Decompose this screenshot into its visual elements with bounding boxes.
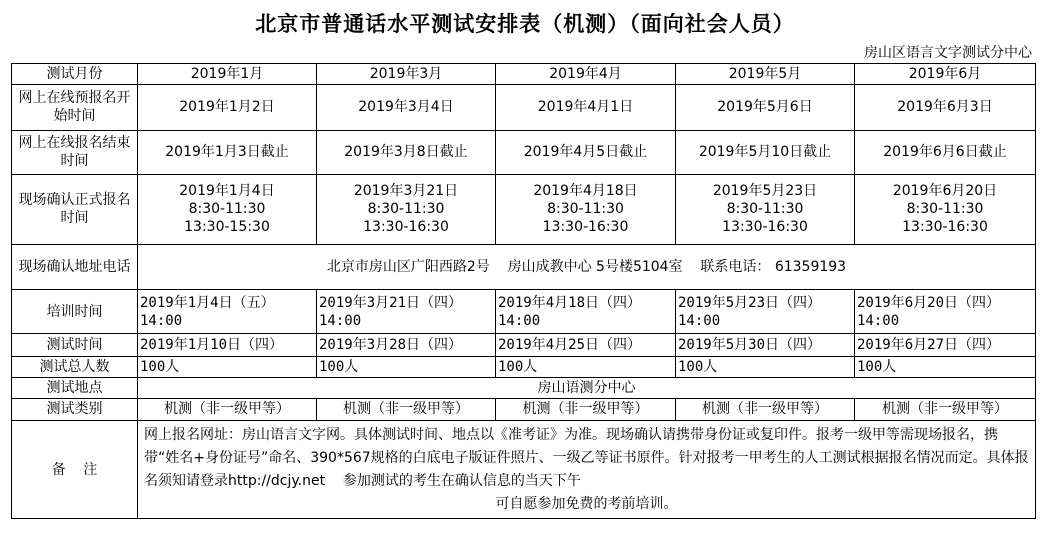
prereg-end-cell: 2019年3月8日截止	[317, 130, 496, 174]
confirm-pm: 13:30-16:30	[542, 219, 629, 236]
prereg-start-cell: 2019年5月6日	[676, 85, 855, 130]
prereg-start-cell: 2019年3月4日	[317, 85, 496, 130]
training-time: 14:00	[857, 312, 900, 329]
table-row-total	[12, 356, 1036, 377]
page-title: 北京市普通话水平测试安排表（机测）（面向社会人员）	[255, 12, 795, 36]
table-row-month	[12, 64, 1036, 85]
table-row-notes	[12, 421, 1036, 519]
prereg-end-cell: 2019年1月3日截止	[138, 130, 317, 174]
confirm-date: 2019年5月23日	[712, 183, 818, 200]
training-cell	[676, 289, 855, 333]
row-label-month: 测试月份	[12, 64, 138, 85]
confirm-am: 8:30-11:30	[367, 201, 445, 218]
training-date: 2019年6月20日（四）	[857, 294, 1001, 311]
prereg-end-cell: 2019年5月10日截止	[676, 130, 855, 174]
test-time-cell: 2019年3月28日（四）	[317, 334, 496, 356]
training-cell	[138, 289, 317, 333]
row-label-confirm: 现场确认正式报名时间	[12, 174, 138, 244]
table-row-prereg-start	[12, 85, 1036, 130]
prereg-start-cell: 2019年4月1日	[496, 85, 676, 130]
confirm-cell	[138, 174, 317, 244]
training-cell	[317, 289, 496, 333]
prereg-start-cell: 2019年1月2日	[138, 85, 317, 130]
test-time-cell: 2019年5月30日（四）	[676, 334, 855, 356]
month-cell: 2019年5月	[676, 64, 855, 85]
test-time-cell: 2019年6月27日（四）	[855, 334, 1036, 356]
table-row-place	[12, 377, 1036, 398]
training-time: 14:00	[498, 312, 541, 329]
total-cell: 100人	[138, 356, 317, 377]
confirm-am: 8:30-11:30	[906, 201, 984, 218]
type-cell: 机测（非一级甲等）	[676, 398, 855, 420]
training-time: 14:00	[678, 312, 721, 329]
type-cell: 机测（非一级甲等）	[496, 398, 676, 420]
confirm-am: 8:30-11:30	[188, 201, 266, 218]
confirm-cell	[496, 174, 676, 244]
place-cell: 房山语测分中心	[138, 377, 1036, 398]
training-date: 2019年1月4日（五）	[140, 294, 275, 311]
table-row-training	[12, 289, 1036, 333]
row-label-test-time: 测试时间	[12, 334, 138, 356]
address-cell: 北京市房山区广阳西路2号 房山成教中心 5号楼5104室 联系电话： 61359193	[138, 244, 1036, 289]
month-cell: 2019年6月	[855, 64, 1036, 85]
month-cell: 2019年1月	[138, 64, 317, 85]
prereg-end-cell: 2019年4月5日截止	[496, 130, 676, 174]
test-time-cell: 2019年1月10日（四）	[138, 334, 317, 356]
prereg-end-cell: 2019年6月6日截止	[855, 130, 1036, 174]
confirm-pm: 13:30-16:30	[902, 219, 988, 236]
row-label-prereg-end: 网上在线报名结束时间	[12, 130, 138, 174]
total-cell: 100人	[676, 356, 855, 377]
total-cell: 100人	[496, 356, 676, 377]
training-date: 2019年4月18日（四）	[498, 294, 642, 311]
confirm-pm: 13:30-15:30	[184, 219, 270, 236]
table-row-prereg-end	[12, 130, 1036, 174]
table-row-confirm	[12, 174, 1036, 244]
notes-cell	[138, 421, 1036, 519]
confirm-cell	[855, 174, 1036, 244]
confirm-date: 2019年1月4日	[179, 183, 275, 200]
training-date: 2019年3月21日（四）	[319, 294, 463, 311]
table-row-type	[12, 398, 1036, 420]
training-cell	[496, 289, 676, 333]
table-row-test-time	[12, 334, 1036, 356]
total-cell: 100人	[317, 356, 496, 377]
schedule-table	[11, 63, 1036, 519]
confirm-cell	[317, 174, 496, 244]
row-label-total: 测试总人数	[12, 356, 138, 377]
row-label-type: 测试类别	[12, 398, 138, 420]
confirm-am: 8:30-11:30	[547, 201, 624, 218]
confirm-cell	[676, 174, 855, 244]
confirm-date: 2019年3月21日	[353, 183, 459, 200]
organizer-label: 房山区语言文字测试分中心	[864, 45, 1032, 61]
confirm-date: 2019年4月18日	[533, 183, 638, 200]
row-label-prereg-start: 网上在线预报名开始时间	[12, 85, 138, 130]
table-row-address	[12, 244, 1036, 289]
training-date: 2019年5月23日（四）	[678, 294, 822, 311]
month-cell: 2019年4月	[496, 64, 676, 85]
total-cell: 100人	[855, 356, 1036, 377]
confirm-pm: 13:30-16:30	[363, 219, 449, 236]
row-label-training: 培训时间	[12, 289, 138, 333]
confirm-date: 2019年6月20日	[892, 183, 998, 200]
training-cell	[855, 289, 1036, 333]
month-cell: 2019年3月	[317, 64, 496, 85]
confirm-am: 8:30-11:30	[726, 201, 804, 218]
training-time: 14:00	[140, 312, 183, 329]
type-cell: 机测（非一级甲等）	[855, 398, 1036, 420]
confirm-pm: 13:30-16:30	[722, 219, 808, 236]
notes-text-last: 可自愿参加免费的考前培训。	[495, 495, 678, 512]
type-cell: 机测（非一级甲等）	[138, 398, 317, 420]
type-cell: 机测（非一级甲等）	[317, 398, 496, 420]
row-label-notes: 备 注	[12, 421, 138, 519]
test-time-cell: 2019年4月25日（四）	[496, 334, 676, 356]
training-time: 14:00	[319, 312, 362, 329]
row-label-address: 现场确认地址电话	[12, 244, 138, 289]
prereg-start-cell: 2019年6月3日	[855, 85, 1036, 130]
notes-text: 网上报名网址：房山语言文字网。具体测试时间、地点以《准考证》为准。现场确认请携带身份证或复印件。报考一级甲等需现场报名，携带“姓名+身份证号”命名、390*567规格的白底电子版证件照片、一级乙等证书原件。针对报考一甲考生的人工测试根据报名情况而定。具体报名须知请登录http://dcjy.net 参加测试的考生在确认信息的当天下午	[144, 426, 1029, 489]
row-label-place: 测试地点	[12, 377, 138, 398]
